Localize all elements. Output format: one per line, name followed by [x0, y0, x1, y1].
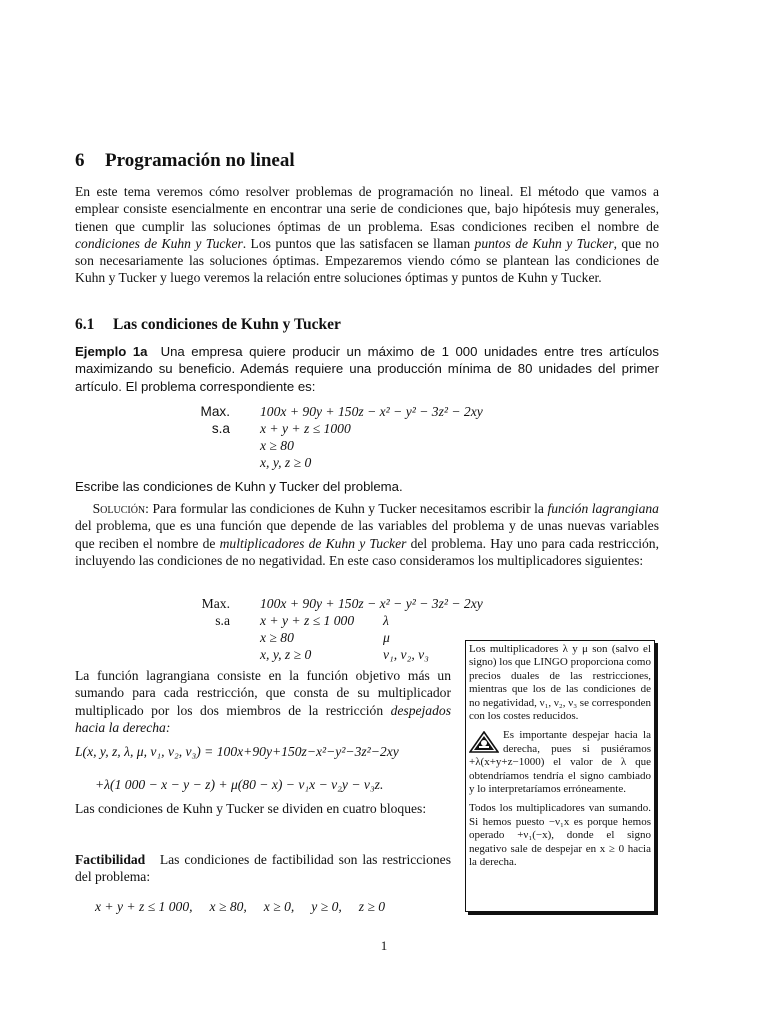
constraint-2: x ≥ 80 — [260, 438, 294, 453]
optimization-model — [190, 403, 590, 475]
lagrangian-equation-line-2: +λ(1 000 − x − y − z) + μ(80 − x) − ν₁x − ν₂y − ν₃z. — [95, 777, 384, 792]
subsection-title-text: Las condiciones de Kuhn y Tucker — [113, 316, 341, 333]
intro-emphasis-1: condiciones de Kuhn y Tucker — [75, 235, 243, 251]
section-title — [75, 150, 295, 172]
constraint-2: x ≥ 80 — [260, 630, 294, 645]
constraint-1: x + y + z ≤ 1000 — [260, 421, 351, 436]
subject-to-label: s.a — [215, 613, 230, 628]
section-title-text: Programación no lineal — [105, 150, 295, 171]
subsection-title — [75, 316, 341, 334]
margin-note-1: Los multiplicadores λ y μ son (salvo el signo) los que LINGO proporciona como precios duales de las restricciones, mientras que los de las condiciones de no negatividad, ν₁, ν₂, ν₃ se corresponden con los costes reducidos. — [469, 643, 651, 723]
solution-text-3: del problema. Hay uno para cada restricción, incluyendo las condiciones de no negatividad. En este caso consideramos los multiplicadores siguientes: — [75, 535, 659, 568]
margin-note-2-text: Es importante despejar hacia la derecha, pues si pusiéramos +λ(x+y+z−1000) el valor de λ que obtendríamos tendría el signo cambiado y lo interpretaríamos erróneamente. — [469, 729, 651, 796]
feasibility-label: Factibilidad — [75, 852, 146, 867]
multiplier-1: λ — [383, 613, 389, 628]
lagrangian-emphasis: despejados hacia la derecha: — [75, 702, 451, 735]
intro-paragraph — [75, 183, 659, 287]
solution-emphasis-1: función lagrangiana — [547, 501, 659, 516]
example-label: Ejemplo 1a — [75, 344, 148, 359]
objective-function: 100x + 90y + 150z − x² − y² − 3z² − 2xy — [260, 404, 483, 419]
feasibility-paragraph — [75, 851, 451, 886]
margin-note-3: Todos los multiplicadores van sumando. Si hemos puesto −ν₁x es porque hemos operado +ν₁(−x), donde el signo negativo sale de despejar en x ≥ 0 hacia la derecha. — [469, 802, 651, 869]
max-label: Max. — [201, 596, 230, 611]
intro-emphasis-2: puntos de Kuhn y Tucker — [474, 235, 614, 251]
task-statement: Escribe las condiciones de Kuhn y Tucker del problema. — [75, 479, 403, 494]
lagrangian-text: La función lagrangiana consiste en la función objetivo más un sumando para cada restricción, que consta de su multiplicador multiplicado por los dos miembros de la restricción — [75, 668, 451, 718]
page-number: 1 — [380, 938, 388, 953]
feasibility-text: Las condiciones de factibilidad son las restricciones del problema: — [75, 852, 451, 885]
max-label: Max. — [200, 404, 230, 419]
solution-text-2: del problema, que es una función que depende de las variables del problema y de unas nuevas variables que reciben el nombre de — [75, 518, 659, 551]
constraint-3: x, y, z ≥ 0 — [260, 455, 312, 470]
objective-function: 100x + 90y + 150z − x² − y² − 3z² − 2xy — [260, 596, 483, 611]
solution-paragraph — [75, 500, 659, 569]
margin-note-box — [465, 640, 655, 912]
feasibility-conditions: x + y + z ≤ 1 000, x ≥ 80, x ≥ 0, y ≥ 0, z ≥ 0 — [95, 899, 386, 914]
subsection-number: 6.1 — [75, 316, 95, 333]
intro-text-2: . Los puntos que las satisfacen se llaman — [242, 235, 475, 251]
warning-sign-icon — [469, 731, 499, 753]
optimization-model-with-multipliers — [190, 595, 490, 667]
solution-emphasis-2: multiplicadores de Kuhn y Tucker — [219, 535, 407, 551]
constraint-3: x, y, z ≥ 0 — [260, 647, 312, 662]
lagrangian-paragraph — [75, 667, 451, 736]
lagrangian-equation-line-1: L(x, y, z, λ, μ, ν₁, ν₂, ν₃) = 100x+90y+150z−x²−y²−3z²−2xy — [75, 744, 399, 759]
multiplier-3: ν₁, ν₂, ν₃ — [383, 647, 429, 662]
margin-note-2 — [469, 729, 651, 796]
constraint-1: x + y + z ≤ 1 000 — [260, 613, 355, 628]
kt-blocks-paragraph — [75, 800, 451, 817]
intro-text-3: , que no son necesariamente las soluciones óptimas. Empezaremos viendo cómo se plantean las condiciones de Kuhn y Tucker y luego veremos la relación entre soluciones óptimas y puntos de Kuhn y Tucker. — [75, 235, 660, 286]
solution-text-1: Para formular las condiciones de Kuhn y Tucker necesitamos escribir la — [148, 501, 548, 516]
multiplier-2: μ — [383, 630, 390, 645]
kt-blocks-text: Las condiciones de Kuhn y Tucker se dividen en cuatro bloques: — [75, 801, 427, 816]
solution-label: Solución: — [92, 501, 149, 516]
intro-text-1: En este tema veremos cómo resolver problemas de programación no lineal. El método que vamos a emplear consiste esencialmente en encontrar una serie de condiciones que, bajo hipótesis muy generales, tienen que cumplir las soluciones óptimas de un problema. Esas condiciones reciben el nombre de — [75, 184, 659, 234]
example-statement — [75, 343, 659, 395]
section-number: 6 — [75, 150, 85, 171]
subject-to-label: s.a — [211, 421, 230, 436]
example-text: Una empresa quiere producir un máximo de 1 000 unidades entre tres artículos maximizando su beneficio. Además requiere una producción mínima de 80 unidades del primer artículo. El problema correspondiente es: — [75, 344, 659, 394]
